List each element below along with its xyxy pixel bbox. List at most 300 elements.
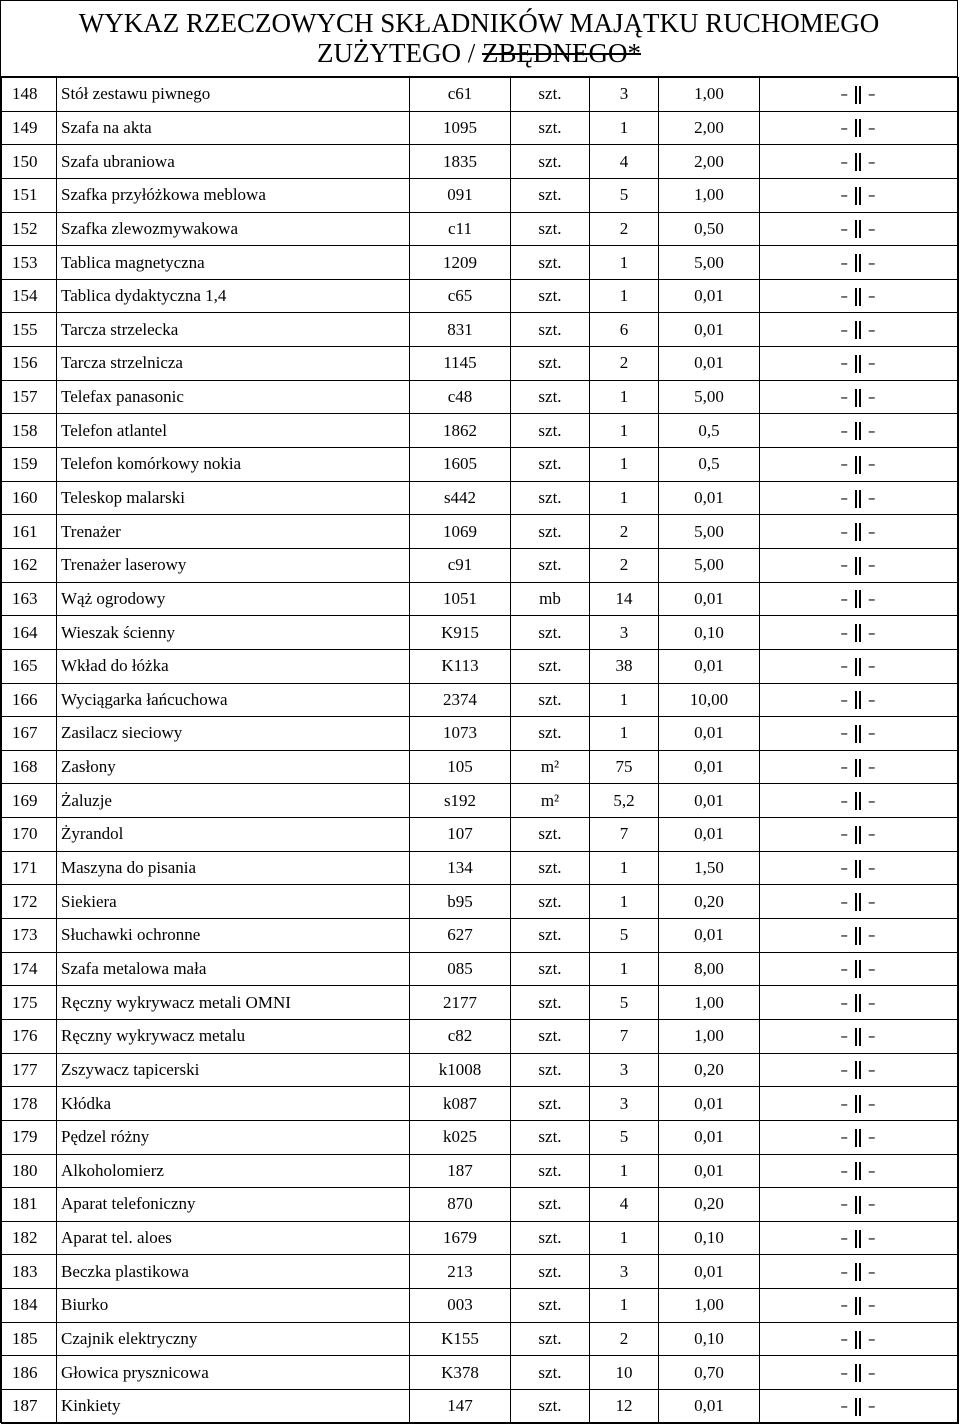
- item-name: Słuchawki ochronne: [57, 919, 410, 953]
- item-value: 0,5: [659, 414, 760, 448]
- dash-right: –: [868, 859, 878, 878]
- double-bar-icon: [855, 187, 857, 205]
- row-number: 177: [2, 1053, 57, 1087]
- item-remarks: [760, 1120, 959, 1154]
- item-name: Aparat tel. aloes: [57, 1221, 410, 1255]
- item-code: s192: [410, 784, 511, 818]
- item-remarks: [760, 78, 959, 112]
- dash-right: –: [868, 1060, 878, 1079]
- dash-left: –: [840, 1195, 850, 1214]
- item-name: Trenażer: [57, 515, 410, 549]
- dash-right: –: [868, 1296, 878, 1315]
- row-number: 175: [2, 986, 57, 1020]
- dash-left: –: [840, 1094, 850, 1113]
- row-number: 150: [2, 145, 57, 179]
- item-code: K378: [410, 1356, 511, 1390]
- item-unit: szt.: [511, 1322, 590, 1356]
- item-unit: szt.: [511, 279, 590, 313]
- item-unit: szt.: [511, 515, 590, 549]
- item-quantity: 5: [590, 986, 659, 1020]
- row-number: 168: [2, 750, 57, 784]
- item-code: 1605: [410, 448, 511, 482]
- item-quantity: 7: [590, 1019, 659, 1053]
- item-name: Wkład do łóżka: [57, 649, 410, 683]
- item-code: k025: [410, 1120, 511, 1154]
- item-value: 10,00: [659, 683, 760, 717]
- row-number: 174: [2, 952, 57, 986]
- dash-left: –: [840, 85, 850, 104]
- dash-marker: [841, 455, 878, 474]
- table-row: [2, 750, 959, 784]
- item-value: 0,01: [659, 818, 760, 852]
- dash-marker: [841, 1296, 878, 1315]
- item-name: Zasłony: [57, 750, 410, 784]
- row-number: 182: [2, 1221, 57, 1255]
- item-code: 003: [410, 1289, 511, 1323]
- item-quantity: 2: [590, 1322, 659, 1356]
- row-number: 178: [2, 1087, 57, 1121]
- dash-right: –: [868, 152, 878, 171]
- double-bar-icon: [855, 1297, 857, 1315]
- dash-left: –: [840, 690, 850, 709]
- dash-left: –: [840, 1128, 850, 1147]
- item-remarks: [760, 414, 959, 448]
- item-name: Telefax panasonic: [57, 380, 410, 414]
- item-name: Kłódka: [57, 1087, 410, 1121]
- dash-right: –: [868, 1229, 878, 1248]
- item-remarks: [760, 380, 959, 414]
- table-row: [2, 649, 959, 683]
- dash-marker: [841, 1364, 878, 1383]
- row-number: 184: [2, 1289, 57, 1323]
- double-bar-icon: [855, 389, 857, 407]
- item-remarks: [760, 347, 959, 381]
- item-value: 0,10: [659, 616, 760, 650]
- double-bar-icon: [855, 86, 857, 104]
- item-quantity: 1: [590, 1289, 659, 1323]
- item-unit: szt.: [511, 246, 590, 280]
- dash-marker: [841, 523, 878, 542]
- item-remarks: [760, 1087, 959, 1121]
- table-row: [2, 548, 959, 582]
- item-value: 0,01: [659, 313, 760, 347]
- dash-marker: [841, 556, 878, 575]
- item-code: 134: [410, 851, 511, 885]
- dash-marker: [841, 994, 878, 1013]
- item-name: Alkoholomierz: [57, 1154, 410, 1188]
- item-quantity: 5: [590, 178, 659, 212]
- item-value: 5,00: [659, 515, 760, 549]
- item-remarks: [760, 448, 959, 482]
- item-quantity: 38: [590, 649, 659, 683]
- item-code: 2177: [410, 986, 511, 1020]
- item-name: Telefon atlantel: [57, 414, 410, 448]
- dash-marker: [841, 422, 878, 441]
- item-unit: szt.: [511, 78, 590, 112]
- inventory-table: [1, 77, 959, 1424]
- item-quantity: 1: [590, 246, 659, 280]
- item-code: 831: [410, 313, 511, 347]
- row-number: 179: [2, 1120, 57, 1154]
- row-number: 153: [2, 246, 57, 280]
- table-row: [2, 1356, 959, 1390]
- dash-marker: [841, 489, 878, 508]
- item-code: 1095: [410, 111, 511, 145]
- dash-marker: [841, 1061, 878, 1080]
- document-title: [1, 1, 957, 77]
- title-line-1: WYKAZ RZECZOWYCH SKŁADNIKÓW MAJĄTKU RUCHOMEGO: [78, 8, 880, 38]
- double-bar-icon: [855, 590, 857, 608]
- item-value: 0,50: [659, 212, 760, 246]
- row-number: 185: [2, 1322, 57, 1356]
- table-row: [2, 1255, 959, 1289]
- item-code: 1069: [410, 515, 511, 549]
- item-name: Maszyna do pisania: [57, 851, 410, 885]
- item-quantity: 4: [590, 1188, 659, 1222]
- dash-marker: [841, 859, 878, 878]
- dash-left: –: [840, 1161, 850, 1180]
- double-bar-icon: [855, 288, 857, 306]
- row-number: 167: [2, 717, 57, 751]
- dash-right: –: [868, 589, 878, 608]
- dash-marker: [841, 624, 878, 643]
- item-code: K113: [410, 649, 511, 683]
- dash-marker: [841, 590, 878, 609]
- item-quantity: 3: [590, 1053, 659, 1087]
- row-number: 151: [2, 178, 57, 212]
- item-remarks: [760, 1154, 959, 1188]
- row-number: 157: [2, 380, 57, 414]
- table-row: [2, 919, 959, 953]
- item-value: 5,00: [659, 246, 760, 280]
- double-bar-icon: [855, 1129, 857, 1147]
- double-bar-icon: [855, 860, 857, 878]
- item-remarks: [760, 582, 959, 616]
- item-unit: szt.: [511, 952, 590, 986]
- item-name: Pędzel różny: [57, 1120, 410, 1154]
- dash-right: –: [868, 556, 878, 575]
- dash-left: –: [840, 421, 850, 440]
- dash-left: –: [840, 758, 850, 777]
- item-quantity: 1: [590, 717, 659, 751]
- item-name: Teleskop malarski: [57, 481, 410, 515]
- item-remarks: [760, 111, 959, 145]
- dash-right: –: [868, 85, 878, 104]
- item-unit: szt.: [511, 1087, 590, 1121]
- dash-left: –: [840, 455, 850, 474]
- item-remarks: [760, 616, 959, 650]
- double-bar-icon: [855, 658, 857, 676]
- item-name: Szafka przyłóżkowa meblowa: [57, 178, 410, 212]
- item-quantity: 1: [590, 683, 659, 717]
- row-number: 162: [2, 548, 57, 582]
- double-bar-icon: [855, 355, 857, 373]
- item-code: 1145: [410, 347, 511, 381]
- item-code: 105: [410, 750, 511, 784]
- item-remarks: [760, 1053, 959, 1087]
- row-number: 165: [2, 649, 57, 683]
- item-name: Wąż ogrodowy: [57, 582, 410, 616]
- item-value: 0,01: [659, 582, 760, 616]
- table-row: [2, 1154, 959, 1188]
- item-name: Wyciągarka łańcuchowa: [57, 683, 410, 717]
- item-remarks: [760, 1255, 959, 1289]
- dash-left: –: [840, 152, 850, 171]
- double-bar-icon: [855, 994, 857, 1012]
- double-bar-icon: [855, 759, 857, 777]
- dash-right: –: [868, 758, 878, 777]
- item-remarks: [760, 1356, 959, 1390]
- item-name: Beczka plastikowa: [57, 1255, 410, 1289]
- item-value: 0,01: [659, 919, 760, 953]
- item-value: 1,00: [659, 78, 760, 112]
- item-value: 0,10: [659, 1221, 760, 1255]
- dash-right: –: [868, 1195, 878, 1214]
- dash-left: –: [840, 388, 850, 407]
- item-unit: szt.: [511, 1053, 590, 1087]
- item-remarks: [760, 1221, 959, 1255]
- double-bar-icon: [855, 927, 857, 945]
- table-row: [2, 851, 959, 885]
- dash-right: –: [868, 1330, 878, 1349]
- dash-left: –: [840, 892, 850, 911]
- item-code: 091: [410, 178, 511, 212]
- table-row: [2, 380, 959, 414]
- table-row: [2, 448, 959, 482]
- item-unit: szt.: [511, 313, 590, 347]
- table-row: [2, 78, 959, 112]
- double-bar-icon: [855, 119, 857, 137]
- dash-left: –: [840, 186, 850, 205]
- row-number: 159: [2, 448, 57, 482]
- dash-marker: [841, 85, 878, 104]
- double-bar-icon: [855, 220, 857, 238]
- item-value: 0,10: [659, 1322, 760, 1356]
- dash-marker: [841, 1397, 878, 1416]
- item-value: 0,01: [659, 279, 760, 313]
- dash-left: –: [840, 859, 850, 878]
- row-number: 155: [2, 313, 57, 347]
- item-value: 0,20: [659, 885, 760, 919]
- item-name: Biurko: [57, 1289, 410, 1323]
- item-remarks: [760, 818, 959, 852]
- dash-right: –: [868, 1363, 878, 1382]
- item-code: 1835: [410, 145, 511, 179]
- item-value: 2,00: [659, 145, 760, 179]
- row-number: 163: [2, 582, 57, 616]
- dash-left: –: [840, 556, 850, 575]
- item-remarks: [760, 885, 959, 919]
- item-code: 107: [410, 818, 511, 852]
- dash-right: –: [868, 354, 878, 373]
- dash-left: –: [840, 825, 850, 844]
- item-unit: m²: [511, 750, 590, 784]
- item-value: 0,01: [659, 750, 760, 784]
- item-code: s442: [410, 481, 511, 515]
- dash-right: –: [868, 1397, 878, 1416]
- table-row: [2, 111, 959, 145]
- double-bar-icon: [855, 490, 857, 508]
- item-quantity: 1: [590, 414, 659, 448]
- item-quantity: 3: [590, 78, 659, 112]
- item-name: Zszywacz tapicerski: [57, 1053, 410, 1087]
- dash-left: –: [840, 489, 850, 507]
- item-name: Czajnik elektryczny: [57, 1322, 410, 1356]
- table-row: [2, 279, 959, 313]
- item-value: 0,01: [659, 1087, 760, 1121]
- item-value: 8,00: [659, 952, 760, 986]
- dash-right: –: [868, 1161, 878, 1180]
- item-unit: szt.: [511, 1389, 590, 1423]
- dash-marker: [841, 321, 878, 340]
- dash-right: –: [868, 522, 878, 541]
- item-code: 870: [410, 1188, 511, 1222]
- table-row: [2, 1019, 959, 1053]
- dash-right: –: [868, 287, 878, 306]
- dash-right: –: [868, 791, 878, 810]
- item-value: 5,00: [659, 380, 760, 414]
- item-unit: szt.: [511, 885, 590, 919]
- item-quantity: 7: [590, 818, 659, 852]
- item-value: 0,01: [659, 717, 760, 751]
- dash-marker: [841, 724, 878, 743]
- item-remarks: [760, 851, 959, 885]
- item-quantity: 2: [590, 515, 659, 549]
- dash-right: –: [868, 1094, 878, 1113]
- item-quantity: 6: [590, 313, 659, 347]
- inventory-table-body: [2, 78, 959, 1424]
- item-quantity: 75: [590, 750, 659, 784]
- item-value: 0,01: [659, 784, 760, 818]
- dash-left: –: [840, 1397, 850, 1416]
- dash-marker: [841, 1095, 878, 1114]
- row-number: 186: [2, 1356, 57, 1390]
- dash-left: –: [840, 589, 850, 608]
- item-remarks: [760, 1188, 959, 1222]
- row-number: 173: [2, 919, 57, 953]
- dash-marker: [841, 657, 878, 676]
- dash-marker: [841, 153, 878, 172]
- item-code: 1073: [410, 717, 511, 751]
- item-unit: szt.: [511, 616, 590, 650]
- item-unit: szt.: [511, 414, 590, 448]
- item-remarks: [760, 178, 959, 212]
- dash-right: –: [868, 825, 878, 844]
- dash-marker: [841, 960, 878, 979]
- item-name: Szafka zlewozmywakowa: [57, 212, 410, 246]
- table-row: [2, 212, 959, 246]
- item-quantity: 2: [590, 347, 659, 381]
- dash-right: –: [868, 657, 878, 676]
- item-value: 0,20: [659, 1053, 760, 1087]
- item-value: 2,00: [659, 111, 760, 145]
- dash-marker: [841, 1128, 878, 1147]
- row-number: 187: [2, 1389, 57, 1423]
- table-row: [2, 347, 959, 381]
- double-bar-icon: [855, 1196, 857, 1214]
- table-row: [2, 1221, 959, 1255]
- item-name: Stół zestawu piwnego: [57, 78, 410, 112]
- item-name: Żaluzje: [57, 784, 410, 818]
- item-code: k087: [410, 1087, 511, 1121]
- dash-right: –: [868, 186, 878, 205]
- dash-right: –: [868, 489, 878, 507]
- item-unit: szt.: [511, 1188, 590, 1222]
- item-remarks: [760, 784, 959, 818]
- item-remarks: [760, 212, 959, 246]
- dash-marker: [841, 1162, 878, 1181]
- item-remarks: [760, 750, 959, 784]
- item-unit: szt.: [511, 1255, 590, 1289]
- dash-marker: [841, 220, 878, 239]
- item-unit: szt.: [511, 649, 590, 683]
- double-bar-icon: [855, 792, 857, 810]
- table-row: [2, 616, 959, 650]
- item-value: 0,01: [659, 1389, 760, 1423]
- item-quantity: 3: [590, 616, 659, 650]
- item-name: Tarcza strzelnicza: [57, 347, 410, 381]
- dash-right: –: [868, 1027, 878, 1046]
- table-row: [2, 683, 959, 717]
- dash-left: –: [840, 724, 850, 743]
- item-remarks: [760, 246, 959, 280]
- item-quantity: 1: [590, 885, 659, 919]
- dash-right: –: [868, 388, 878, 407]
- dash-right: –: [868, 690, 878, 709]
- dash-left: –: [840, 1296, 850, 1315]
- item-code: c61: [410, 78, 511, 112]
- item-unit: szt.: [511, 1289, 590, 1323]
- item-remarks: [760, 279, 959, 313]
- double-bar-icon: [855, 725, 857, 743]
- item-remarks: [760, 717, 959, 751]
- item-unit: szt.: [511, 986, 590, 1020]
- item-code: c65: [410, 279, 511, 313]
- dash-marker: [841, 287, 878, 306]
- dash-marker: [841, 1229, 878, 1248]
- table-row: [2, 818, 959, 852]
- dash-left: –: [840, 623, 850, 642]
- item-name: Szafa na akta: [57, 111, 410, 145]
- dash-right: –: [868, 1128, 878, 1147]
- double-bar-icon: [855, 321, 857, 339]
- dash-left: –: [840, 320, 850, 339]
- row-number: 164: [2, 616, 57, 650]
- item-unit: szt.: [511, 1356, 590, 1390]
- item-code: 1862: [410, 414, 511, 448]
- item-remarks: [760, 145, 959, 179]
- item-code: k1008: [410, 1053, 511, 1087]
- dash-left: –: [840, 287, 850, 306]
- dash-marker: [841, 758, 878, 777]
- dash-left: –: [840, 253, 850, 272]
- item-quantity: 3: [590, 1087, 659, 1121]
- row-number: 170: [2, 818, 57, 852]
- dash-marker: [841, 825, 878, 844]
- item-unit: szt.: [511, 380, 590, 414]
- table-row: [2, 952, 959, 986]
- item-quantity: 5: [590, 1120, 659, 1154]
- double-bar-icon: [855, 422, 857, 440]
- item-quantity: 1: [590, 851, 659, 885]
- dash-left: –: [840, 1363, 850, 1382]
- dash-right: –: [868, 1262, 878, 1281]
- row-number: 156: [2, 347, 57, 381]
- dash-marker: [841, 1330, 878, 1349]
- item-name: Głowica prysznicowa: [57, 1356, 410, 1390]
- double-bar-icon: [855, 1263, 857, 1281]
- item-name: Wieszak ścienny: [57, 616, 410, 650]
